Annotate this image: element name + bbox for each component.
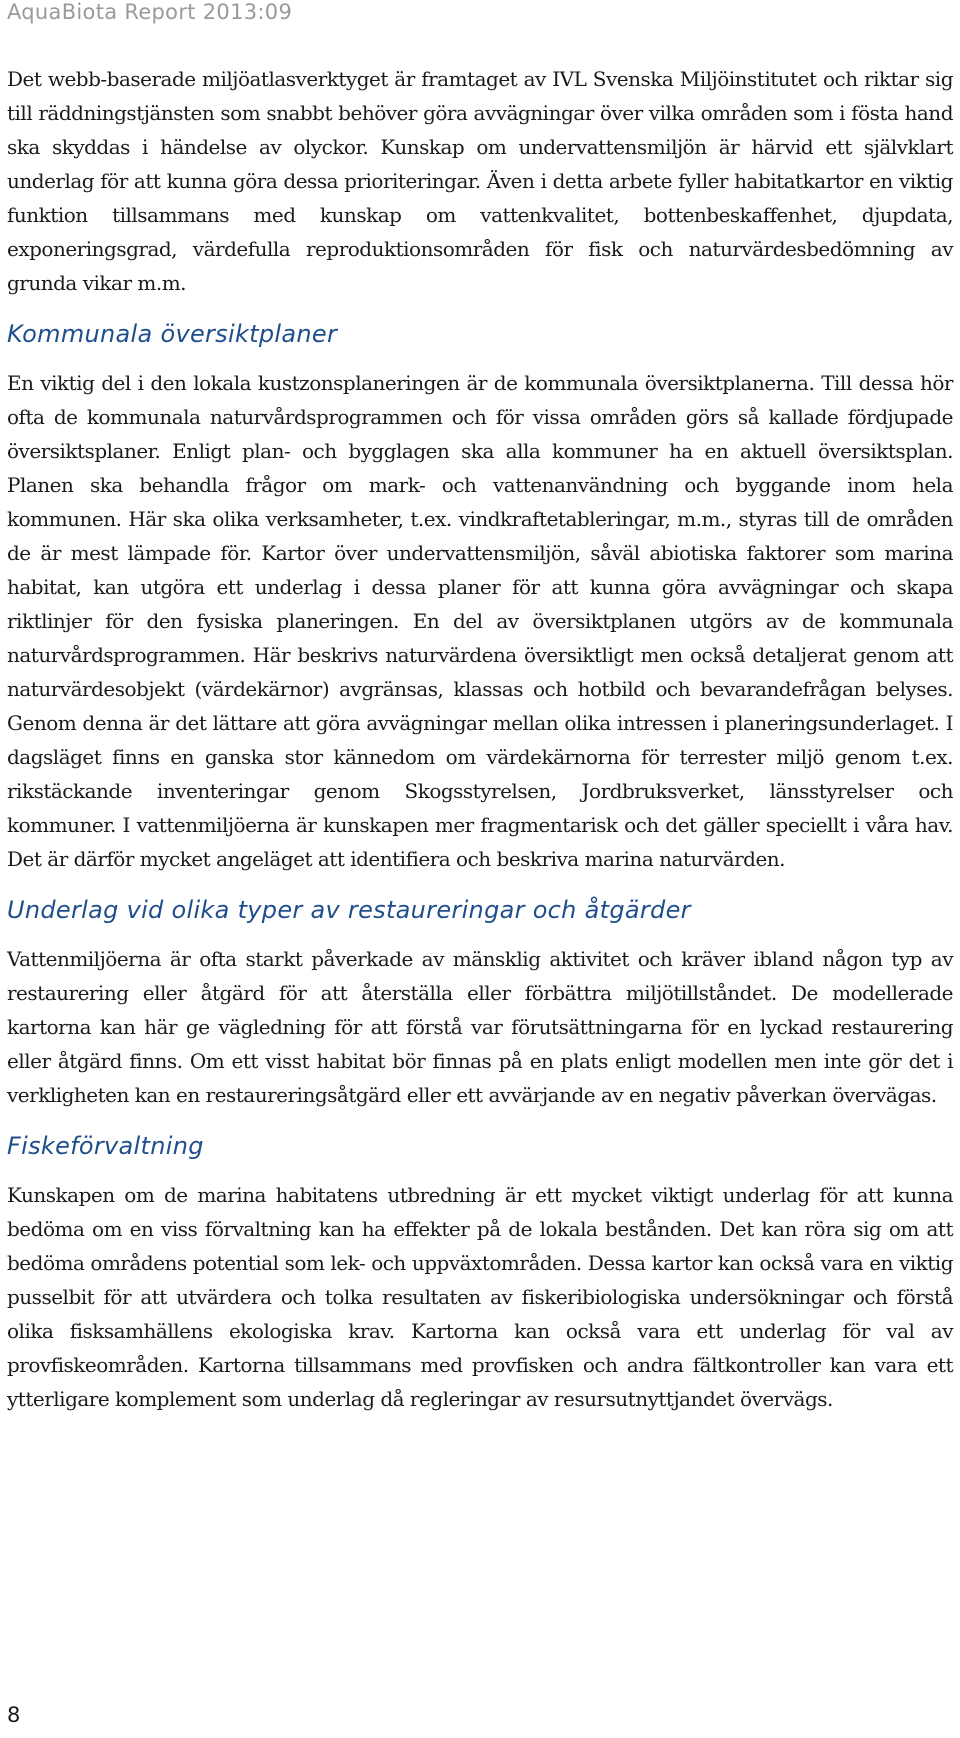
section-heading-kommunala-oversiktplaner: Kommunala översiktplaner bbox=[7, 320, 338, 348]
document-body bbox=[7, 62, 953, 1416]
section-paragraph-kommunala-oversiktplaner: En viktig del i den lokala kustzonsplaneringen är de kommunala översiktplanerna. Till dessa hör ofta de kommunala naturvårdsprogrammen och för vissa områden görs så kallade fördjupade översiktsplaner. Enligt plan- och bygglagen ska alla kommuner ha en aktuell översiktsplan. Planen ska behandla frågor om mark- och vattenanvändning och byggande inom hela kommunen. Här ska olika verksamheter, t.ex. vindkraftetableringar, m.m., styras till de områden de är mest lämpade för. Kartor över undervattensmiljön, såväl abiotiska faktorer som marina habitat, kan utgöra ett underlag i dessa planer för att kunna göra avvägningar och skapa riktlinjer för den fysiska planeringen. En del av översiktplanen utgörs av de kommunala naturvårdsprogrammen. Här beskrivs naturvärdena översiktligt men också detaljerat genom att naturvärdesobjekt (värdekärnor) avgränsas, klassas och hotbild och bevarandefrågan belyses. Genom denna är det lättare att göra avvägningar mellan olika intressen i planeringsunderlaget. I dagsläget finns en ganska stor kännedom om värdekärnorna för terrester miljö genom t.ex. rikstäckande inventeringar genom Skogsstyrelsen, Jordbruksverket, länsstyrelser och kommuner. I vattenmiljöerna är kunskapen mer fragmentarisk och det gäller speciellt i våra hav. Det är därför mycket angeläget att identifiera och beskriva marina naturvärden. bbox=[7, 371, 953, 871]
running-head: AquaBiota Report 2013:09 bbox=[7, 0, 293, 24]
intro-paragraph: Det webb-baserade miljöatlasverktyget är framtaget av IVL Svenska Miljöinstitutet och riktar sig till räddningstjänsten som snabbt behöver göra avvägningar över vilka områden som i fösta hand ska skyddas i händelse av olyckor. Kunskap om undervattensmiljön är härvid ett självklart underlag för att kunna göra dessa prioriteringar. Även i detta arbete fyller habitatkartor en viktig funktion tillsammans med kunskap om vattenkvalitet, bottenbeskaffenhet, djupdata, exponeringsgrad, värdefulla reproduktionsområden för fisk och naturvärdesbedömning av grunda vikar m.m. bbox=[7, 67, 953, 295]
section-heading-restaureringar: Underlag vid olika typer av restaureringar och åtgärder bbox=[7, 896, 691, 924]
section-heading-fiskeforvaltning: Fiskeförvaltning bbox=[7, 1132, 204, 1160]
section-paragraph-fiskeforvaltning: Kunskapen om de marina habitatens utbredning är ett mycket viktigt underlag för att kunna bedöma om en viss förvaltning kan ha effekter på de lokala bestånden. Det kan röra sig om att bedöma områdens potential som lek- och uppväxtområden. Dessa kartor kan också vara en viktig pusselbit för att utvärdera och tolka resultaten av fiskeribiologiska undersökningar och förstå olika fisksamhällens ekologiska krav. Kartorna kan också vara ett underlag för val av provfiskeområden. Kartorna tillsammans med provfisken och andra fältkontroller kan vara ett ytterligare komplement som underlag då regleringar av resursutnyttjandet övervägs. bbox=[7, 1183, 953, 1411]
page-number: 8 bbox=[7, 1703, 21, 1727]
section-paragraph-restaureringar: Vattenmiljöerna är ofta starkt påverkade av mänsklig aktivitet och kräver ibland någon typ av restaurering eller åtgärd för att återställa eller förbättra miljötillståndet. De modellerade kartorna kan här ge vägledning för att förstå var förutsättningarna för en lyckad restaurering eller åtgärd finns. Om ett visst habitat bör finnas på en plats enligt modellen men inte gör det i verkligheten kan en restaureringsåtgärd eller ett avvärjande av en negativ påverkan övervägas. bbox=[7, 947, 953, 1107]
